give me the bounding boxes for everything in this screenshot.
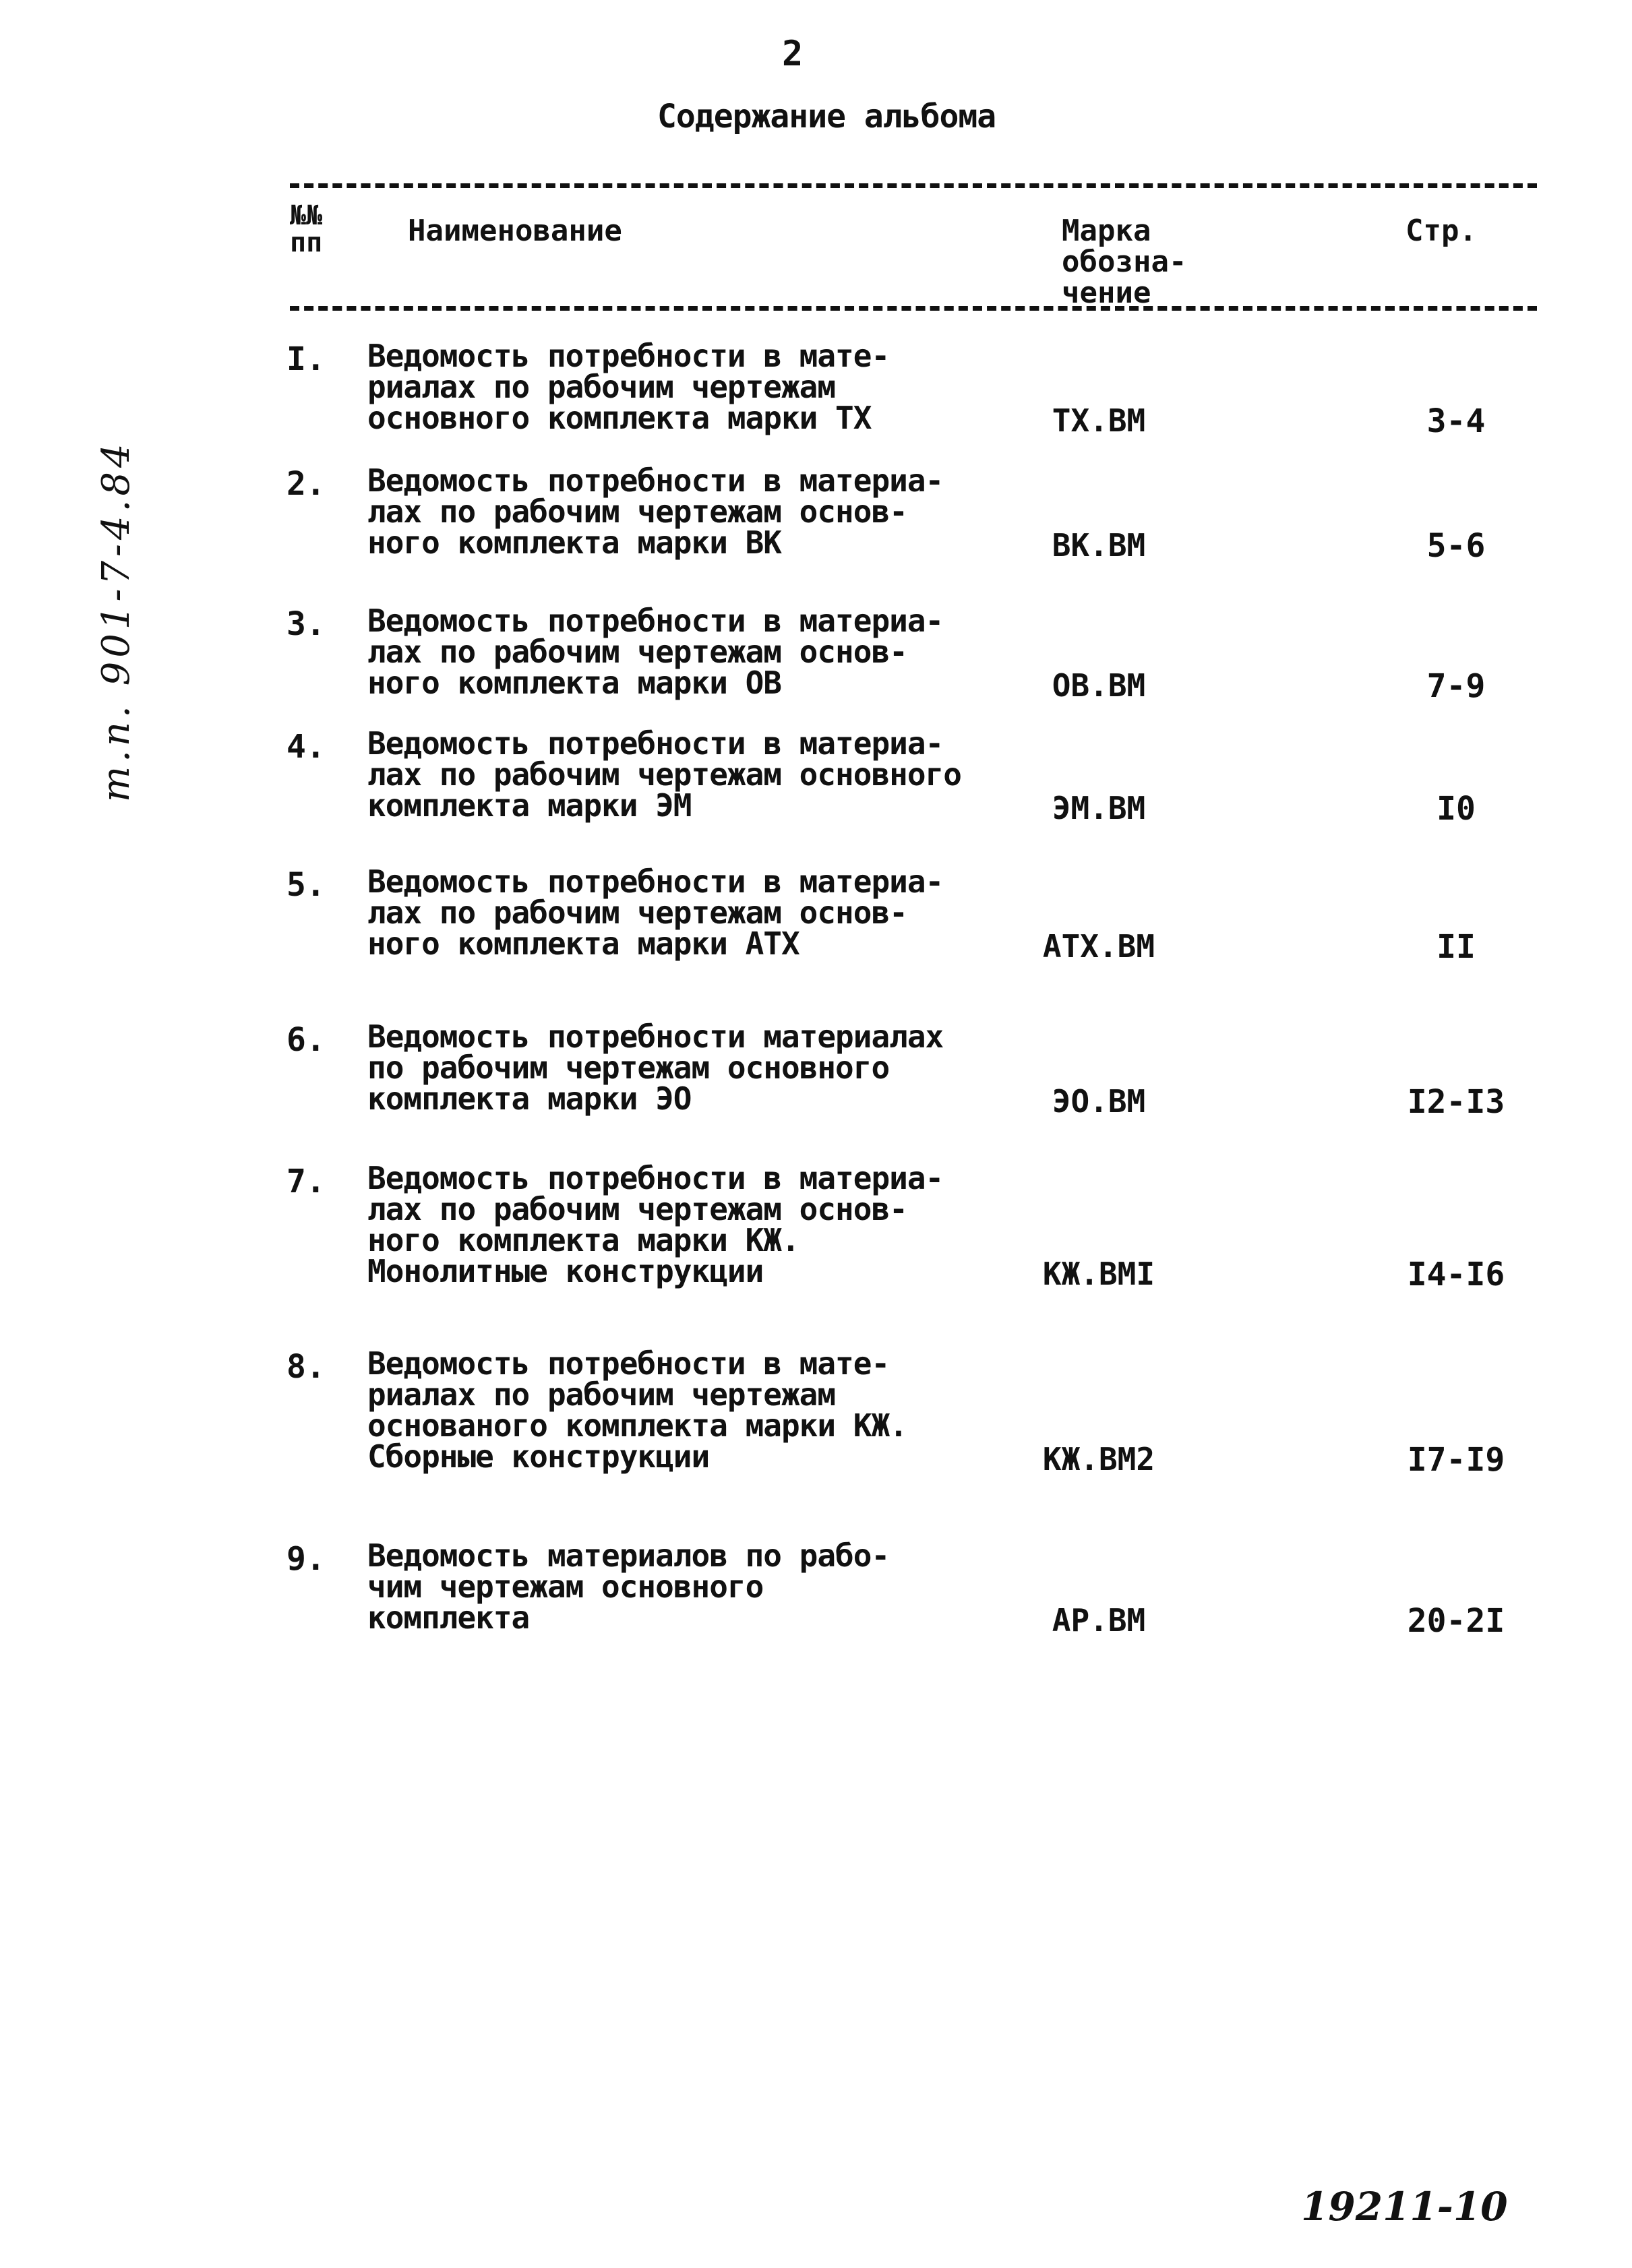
row-page: I2-I3 xyxy=(1407,1083,1505,1121)
row-number: 8. xyxy=(286,1348,326,1386)
row-page: 3-4 xyxy=(1426,402,1486,440)
row-number: 5. xyxy=(286,866,326,904)
row-mark: ТХ.ВМ xyxy=(1052,402,1146,439)
header-name: Наименование xyxy=(408,214,622,248)
row-mark: ВК.ВМ xyxy=(1052,527,1146,563)
row-title: Ведомость потребности в мате- риалах по рабочим чертежам основного комплекта марки ТХ xyxy=(367,338,890,436)
row-page: I0 xyxy=(1437,790,1476,828)
page-number: 2 xyxy=(782,34,804,74)
row-page: 5-6 xyxy=(1426,527,1486,565)
row-title: Ведомость потребности в материа- лах по рабочим чертежам основ- ного комплекта марки ВК xyxy=(367,462,944,561)
row-title: Ведомость материалов по рабо- чим чертежам основного комплекта xyxy=(367,1537,890,1636)
row-number: 9. xyxy=(286,1540,326,1578)
row-number: 2. xyxy=(286,465,326,503)
row-mark: АР.ВМ xyxy=(1052,1602,1146,1638)
row-page: 20-2I xyxy=(1407,1602,1505,1640)
row-mark: ОВ.ВМ xyxy=(1052,667,1146,704)
album-title: Содержание альбома xyxy=(657,98,996,135)
table-top-rule xyxy=(290,183,1537,188)
table-header-rule xyxy=(290,306,1537,311)
row-number: 3. xyxy=(286,605,326,643)
row-page: I4-I6 xyxy=(1407,1256,1505,1293)
row-title: Ведомость потребности в материа- лах по рабочим чертежам основ- ного комплекта марки АТХ xyxy=(367,863,944,962)
handwritten-code: 19211-10 xyxy=(1301,2184,1508,2230)
row-mark: ЭМ.ВМ xyxy=(1052,790,1146,826)
side-note: т.п. 901-7-4.84 xyxy=(94,439,138,802)
header-number: №№ пп xyxy=(290,200,323,258)
row-title: Ведомость потребности в материа- лах по рабочим чертежам основного комплекта марки ЭМ xyxy=(367,725,961,824)
row-title: Ведомость потребности в материа- лах по рабочим чертежам основ- ного комплекта марки ОВ xyxy=(367,603,944,701)
row-title: Ведомость потребности в материа- лах по рабочим чертежам основ- ного комплекта марки КЖ. Монолитные конструкции xyxy=(367,1160,944,1289)
row-mark: АТХ.ВМ xyxy=(1042,928,1155,964)
row-mark: ЭО.ВМ xyxy=(1052,1083,1146,1120)
row-page: 7-9 xyxy=(1426,667,1486,705)
row-number: I. xyxy=(286,340,326,378)
row-number: 7. xyxy=(286,1163,326,1200)
row-mark: КЖ.ВМI xyxy=(1042,1256,1155,1292)
row-number: 6. xyxy=(286,1021,326,1059)
row-page: I7-I9 xyxy=(1407,1441,1505,1479)
header-mark: Марка обозна- чение xyxy=(1062,214,1187,310)
row-number: 4. xyxy=(286,728,326,766)
row-page: II xyxy=(1437,928,1476,966)
row-mark: КЖ.ВМ2 xyxy=(1042,1441,1155,1477)
row-title: Ведомость потребности материалах по рабочим чертежам основного комплекта марки ЭО xyxy=(367,1018,944,1117)
row-title: Ведомость потребности в мате- риалах по рабочим чертежам основаного комплекта марки КЖ. Сборные конструкции xyxy=(367,1345,907,1475)
header-page: Стр. xyxy=(1406,214,1477,248)
